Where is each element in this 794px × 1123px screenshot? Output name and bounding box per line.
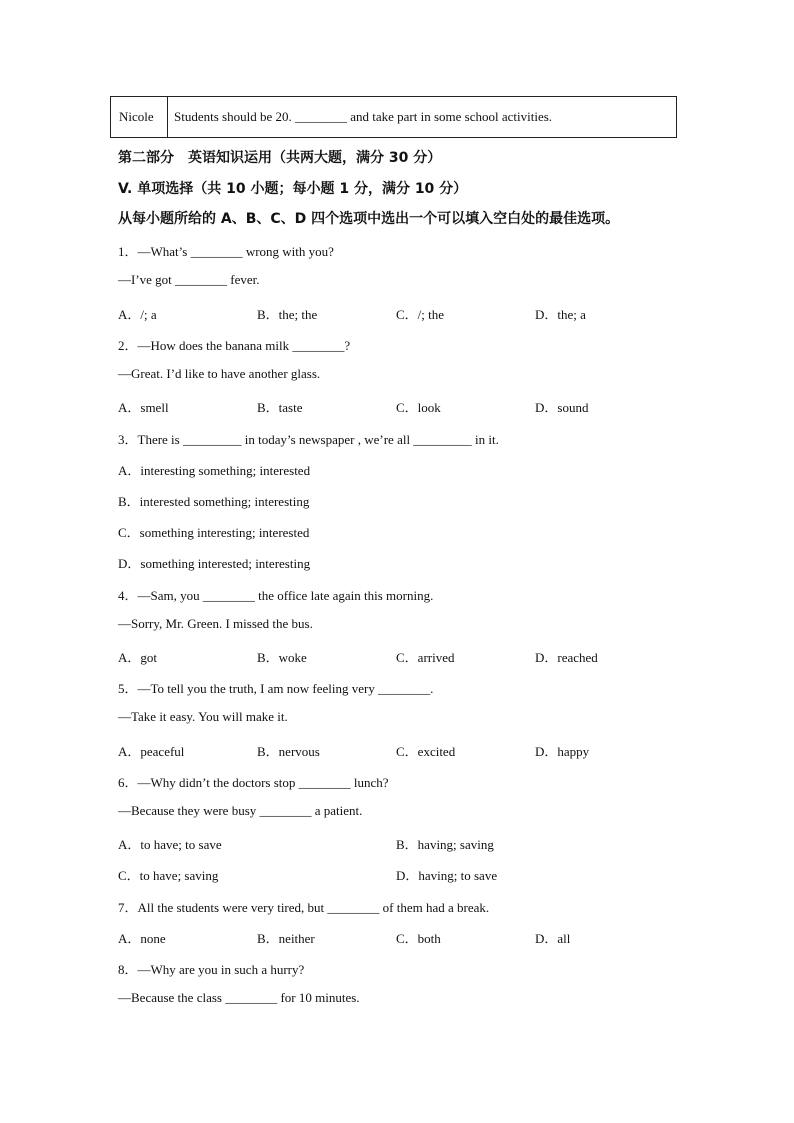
question-1-reply: —I’ve got ________ fever.	[118, 272, 260, 287]
question-5-reply: —Take it easy. You will make it.	[118, 709, 288, 724]
question-1-option-d: D．the; a	[535, 307, 586, 322]
question-4-reply: —Sorry, Mr. Green. I missed the bus.	[118, 616, 313, 631]
question-6-reply: —Because they were busy ________ a patient.	[118, 803, 363, 818]
question-7-option-d: D．all	[535, 931, 571, 946]
question-2-option-a: A．smell	[118, 400, 169, 415]
question-7-option-a: A．none	[118, 931, 166, 946]
question-3-option-a: A．interesting something; interested	[118, 463, 311, 478]
question-6-option-a: A．to have; to save	[118, 837, 222, 852]
question-4-option-c: C．arrived	[396, 650, 455, 665]
question-1-option-b: B．the; the	[257, 307, 318, 322]
question-5-option-b: B．nervous	[257, 744, 320, 759]
section-instruction: 从每小题所给的 A、B、C、D 四个选项中选出一个可以填入空白处的最佳选项。	[118, 211, 620, 227]
question-6-option-b: B．having; saving	[396, 837, 494, 852]
question-3-option-c: C．something interesting; interested	[118, 525, 310, 540]
question-2-option-d: D．sound	[535, 400, 589, 415]
question-1-option-c: C．/; the	[396, 307, 445, 322]
question-4-stem: 4．—Sam, you ________ the office late again this morning.	[118, 588, 434, 603]
info-table	[110, 96, 677, 138]
question-4-option-b: B．woke	[257, 650, 307, 665]
question-1-option-a: A．/; a	[118, 307, 157, 322]
table-cell-name: Nicole	[111, 97, 168, 138]
question-5-option-a: A．peaceful	[118, 744, 185, 759]
question-2-option-b: B．taste	[257, 400, 303, 415]
question-3-option-b: B．interested something; interesting	[118, 494, 310, 509]
question-8-stem: 8．—Why are you in such a hurry?	[118, 962, 305, 977]
question-8-reply: —Because the class ________ for 10 minutes.	[118, 990, 360, 1005]
question-7-option-c: C．both	[396, 931, 441, 946]
part-title: 第二部分 英语知识运用（共两大题，满分 30 分）	[118, 150, 442, 166]
question-6-option-c: C．to have; saving	[118, 868, 219, 883]
question-7-stem: 7．All the students were very tired, but ________ of them had a break.	[118, 900, 490, 915]
question-3-option-d: D．something interested; interesting	[118, 556, 311, 571]
question-2-option-c: C．look	[396, 400, 441, 415]
question-4-option-d: D．reached	[535, 650, 598, 665]
question-5-option-c: C．excited	[396, 744, 456, 759]
question-7-option-b: B．neither	[257, 931, 315, 946]
question-3-stem: 3．There is _________ in today’s newspaper , we’re all _________ in it.	[118, 432, 499, 447]
question-5-stem: 5．—To tell you the truth, I am now feeling very ________.	[118, 681, 434, 696]
section-title: V. 单项选择（共 10 小题；每小题 1 分，满分 10 分）	[118, 181, 468, 197]
question-5-option-d: D．happy	[535, 744, 590, 759]
table-cell-text: Students should be 20. ________ and take part in some school activities.	[168, 97, 677, 138]
question-2-stem: 2．—How does the banana milk ________?	[118, 338, 351, 353]
question-6-option-d: D．having; to save	[396, 868, 498, 883]
question-1-stem: 1．—What’s ________ wrong with you?	[118, 244, 334, 259]
question-6-stem: 6．—Why didn’t the doctors stop ________ lunch?	[118, 775, 389, 790]
table-row	[111, 97, 677, 138]
question-2-reply: —Great. I’d like to have another glass.	[118, 366, 321, 381]
question-4-option-a: A．got	[118, 650, 158, 665]
